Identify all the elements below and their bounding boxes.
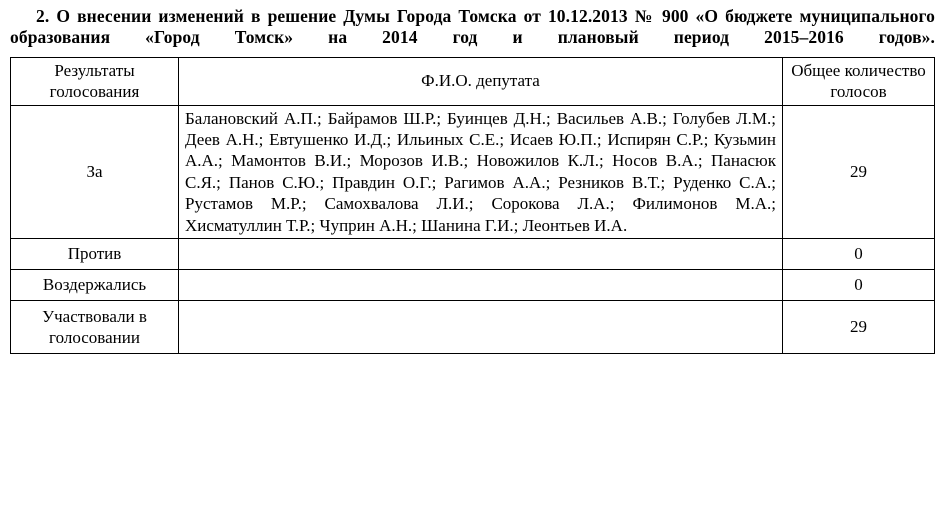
header-total: Общее количество голосов	[783, 57, 935, 105]
header-results: Результаты голосования	[11, 57, 179, 105]
voting-results-table	[10, 57, 935, 354]
row-label-abstained: Воздержались	[11, 269, 179, 300]
row-label-participated: Участвовали в голосовании	[11, 300, 179, 353]
row-count-against: 0	[783, 238, 935, 269]
row-count-for: 29	[783, 105, 935, 238]
row-names-participated	[179, 300, 783, 353]
row-label-against: Против	[11, 238, 179, 269]
row-count-participated: 29	[783, 300, 935, 353]
page-title: 2. О внесении изменений в решение Думы Города Томска от 10.12.2013 № 900 «О бюджете муниципального образования «Город Томск» на 2014 год и плановый период 2015–2016 годов».	[10, 6, 935, 48]
row-count-abstained: 0	[783, 269, 935, 300]
row-names-against	[179, 238, 783, 269]
table-row	[11, 238, 935, 269]
table-row	[11, 269, 935, 300]
row-names-abstained	[179, 269, 783, 300]
row-names-for: Балановский А.П.; Байрамов Ш.Р.; Буинцев Д.Н.; Васильев А.В.; Голубев Л.М.; Деев А.Н.; Евтушенко И.Д.; Ильиных С.Е.; Исаев Ю.П.; Испирян С.Р.; Кузьмин А.А.; Мамонтов В.И.; Морозов И.В.; Новожилов К.Л.; Носов В.А.; Панасюк С.Я.; Панов С.Ю.; Правдин О.Г.; Рагимов А.А.; Резников В.Т.; Руденко С.А.; Рустамов М.Р.; Самохвалова Л.И.; Сорокова Л.А.; Филимонов М.А.; Хисматуллин Т.Р.; Чуприн А.Н.; Шанина Г.И.; Леонтьев И.А.	[179, 105, 783, 238]
table-row	[11, 105, 935, 238]
header-deputies: Ф.И.О. депутата	[179, 57, 783, 105]
table-row	[11, 300, 935, 353]
table-header-row	[11, 57, 935, 105]
row-label-for: За	[11, 105, 179, 238]
